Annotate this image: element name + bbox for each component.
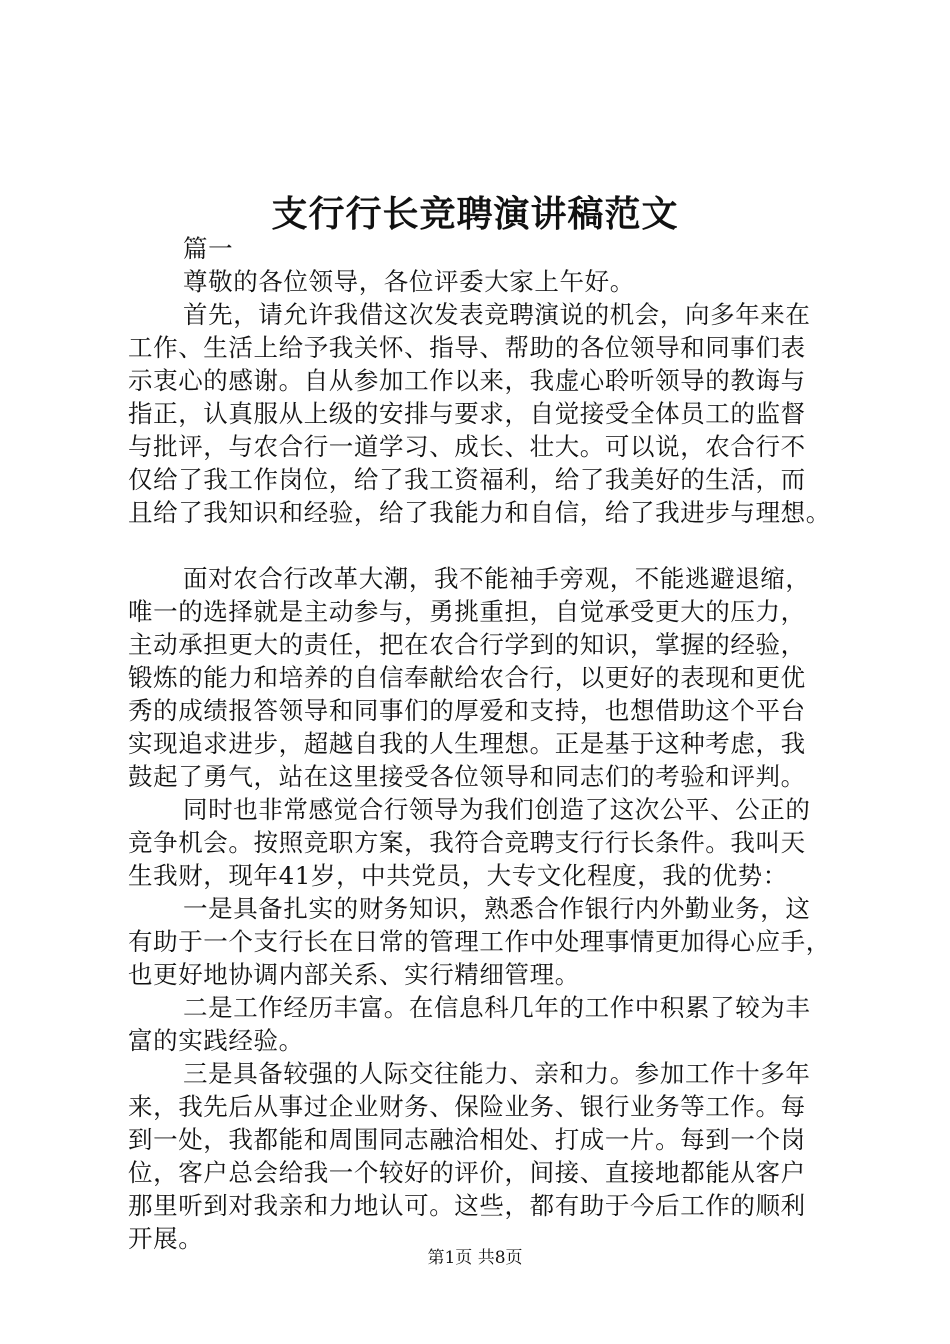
paragraph-line: 那里听到对我亲和力地认可。这些，都有助于今后工作的顺利 bbox=[128, 1191, 806, 1220]
paragraph-line: 主动承担更大的责任，把在农合行学到的知识，掌握的经验， bbox=[128, 630, 806, 659]
paragraph-line: 也更好地协调内部关系、实行精细管理。 bbox=[128, 960, 580, 989]
paragraph-line: 与批评，与农合行一道学习、成长、壮大。可以说，农合行不 bbox=[128, 432, 806, 461]
paragraph-line: 面对农合行改革大潮，我不能袖手旁观，不能逃避退缩， bbox=[183, 564, 811, 593]
paragraph-line: 鼓起了勇气，站在这里接受各位领导和同志们的考验和评判。 bbox=[128, 762, 806, 791]
paragraph-line: 实现追求进步，超越自我的人生理想。正是基于这种考虑，我 bbox=[128, 729, 806, 758]
section-heading: 篇一 bbox=[183, 234, 234, 263]
paragraph-line: 一是具备扎实的财务知识，熟悉合作银行内外勤业务，这 bbox=[183, 894, 811, 923]
paragraph-line: 三是具备较强的人际交往能力、亲和力。参加工作十多年 bbox=[183, 1059, 811, 1088]
paragraph-line: 示衷心的感谢。自从参加工作以来，我虚心聆听领导的教诲与 bbox=[128, 366, 806, 395]
paragraph-line: 富的实践经验。 bbox=[128, 1026, 304, 1055]
paragraph-line: 到一处，我都能和周围同志融洽相处、打成一片。每到一个岗 bbox=[128, 1125, 806, 1154]
paragraph-line: 开展。 bbox=[128, 1224, 204, 1253]
blank-line bbox=[128, 529, 838, 562]
paragraph-line: 指正，认真服从上级的安排与要求，自觉接受全体员工的监督 bbox=[128, 399, 806, 428]
paragraph-line: 同时也非常感觉合行领导为我们创造了这次公平、公正的 bbox=[183, 795, 811, 824]
page-footer: 第1页 共8页 bbox=[427, 1248, 523, 1268]
paragraph-line: 仅给了我工作岗位，给了我工资福利，给了我美好的生活，而 bbox=[128, 465, 806, 494]
paragraph-line: 秀的成绩报答领导和同事们的厚爱和支持，也想借助这个平台 bbox=[128, 696, 806, 725]
greeting-line: 尊敬的各位领导，各位评委大家上午好。 bbox=[183, 267, 635, 296]
paragraph-line: 唯一的选择就是主动参与，勇挑重担，自觉承受更大的压力， bbox=[128, 597, 806, 626]
paragraph-line: 生我财，现年41岁，中共党员，大专文化程度，我的优势： bbox=[128, 861, 788, 890]
document-title: 支行行长竞聘演讲稿范文 bbox=[271, 193, 679, 235]
paragraph-line: 工作、生活上给予我关怀、指导、帮助的各位领导和同事们表 bbox=[128, 333, 806, 362]
document-body bbox=[128, 232, 838, 1255]
paragraph-line: 来，我先后从事过企业财务、保险业务、银行业务等工作。每 bbox=[128, 1092, 806, 1121]
paragraph-line: 二是工作经历丰富。在信息科几年的工作中积累了较为丰 bbox=[183, 993, 811, 1022]
paragraph-line: 且给了我知识和经验，给了我能力和自信，给了我进步与理想。 bbox=[128, 498, 831, 527]
paragraph-line: 锻炼的能力和培养的自信奉献给农合行，以更好的表现和更优 bbox=[128, 663, 806, 692]
paragraph-line: 首先，请允许我借这次发表竞聘演说的机会，向多年来在 bbox=[183, 300, 811, 329]
paragraph-line: 位，客户总会给我一个较好的评价，间接、直接地都能从客户 bbox=[128, 1158, 806, 1187]
paragraph-line: 有助于一个支行长在日常的管理工作中处理事情更加得心应手， bbox=[128, 927, 831, 956]
paragraph-line: 竞争机会。按照竞职方案，我符合竞聘支行行长条件。我叫天 bbox=[128, 828, 806, 857]
